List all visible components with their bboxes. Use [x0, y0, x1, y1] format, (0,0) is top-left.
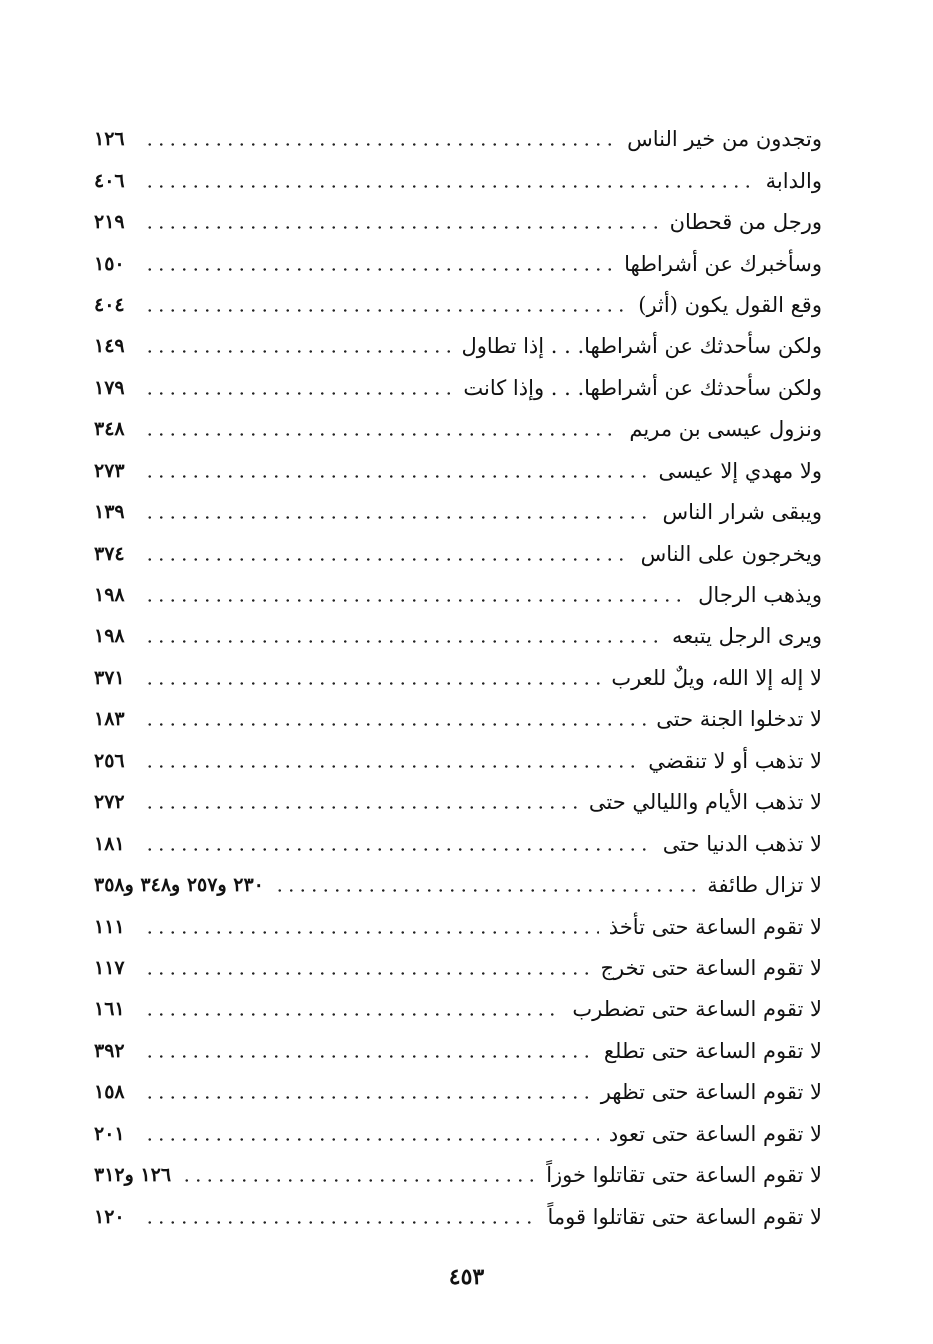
dot-leader [144, 931, 599, 934]
index-entry [94, 533, 822, 574]
dot-leader [144, 1013, 562, 1016]
entry-title: وتجدون من خير الناس [627, 127, 822, 152]
dot-leader [144, 682, 601, 685]
dot-leader [144, 765, 638, 768]
index-entry [94, 1155, 822, 1196]
index-entry [94, 658, 822, 699]
dot-leader [144, 1138, 599, 1141]
entry-pages: ٢٧٢ [94, 791, 125, 814]
entry-title: لا تقوم الساعة حتى تخرج [600, 955, 822, 980]
dot-leader [144, 599, 688, 602]
dot-leader [144, 350, 452, 353]
entry-pages: ١٨١ [94, 832, 125, 855]
entry-pages: ٢٠١ [94, 1122, 125, 1145]
entry-title: لا إله إلا الله، ويلٌ للعرب [611, 665, 822, 690]
entry-title: لا تقوم الساعة حتى تقاتلوا قوماً [547, 1204, 822, 1229]
page-number: ٤٥٣ [448, 1264, 485, 1290]
index-entry [94, 865, 822, 906]
index-entry [94, 202, 822, 243]
dot-leader [144, 558, 631, 561]
index-entry [94, 160, 822, 201]
index-entry [94, 492, 822, 533]
index-entry [94, 948, 822, 989]
dot-leader [144, 640, 662, 643]
entry-pages: ١٢٦ و٣١٢ [94, 1164, 172, 1187]
dot-leader [144, 392, 453, 395]
entry-title: لا تقوم الساعة حتى تضطرب [572, 997, 822, 1022]
entry-pages: ١١١ [94, 915, 125, 938]
index-entry [94, 243, 822, 284]
index-entry [94, 409, 822, 450]
entry-pages: ١٤٩ [94, 335, 125, 358]
dot-leader [144, 185, 756, 188]
dot-leader [144, 268, 614, 271]
entry-pages: ١٧٩ [94, 376, 125, 399]
entry-pages: ١٥٨ [94, 1081, 125, 1104]
entry-pages: ٢١٩ [94, 211, 125, 234]
entry-pages: ١١٧ [94, 956, 125, 979]
dot-leader [144, 1096, 591, 1099]
index-entry [94, 1114, 822, 1155]
entry-pages: ١٣٩ [94, 501, 125, 524]
dot-leader [144, 433, 619, 436]
index-list [94, 119, 822, 1238]
entry-title: وسأخبرك عن أشراطها [624, 251, 822, 276]
dot-leader [144, 848, 653, 851]
index-entry [94, 906, 822, 947]
index-entry [94, 1072, 822, 1113]
entry-pages: ٢٥٦ [94, 749, 125, 772]
entry-title: ورجل من قحطان [669, 210, 822, 235]
entry-title: لا تذهب الأيام والليالي حتى [588, 790, 822, 815]
dot-leader [181, 1179, 536, 1182]
entry-title: ولكن سأحدثك عن أشراطها. . . وإذا كانت [463, 375, 822, 400]
dot-leader [144, 143, 617, 146]
index-entry [94, 989, 822, 1030]
dot-leader [144, 475, 649, 478]
entry-pages: ١٢٠ [94, 1205, 125, 1228]
entry-title: لا تذهب أو لا تنقضي [648, 748, 822, 773]
entry-pages: ١٥٠ [94, 252, 125, 275]
index-entry [94, 119, 822, 160]
dot-leader [144, 226, 660, 229]
entry-pages: ٤٠٦ [94, 169, 125, 192]
entry-title: ويخرجون على الناس [640, 541, 822, 566]
index-entry [94, 285, 822, 326]
index-entry [94, 699, 822, 740]
entry-title: ولا مهدي إلا عيسى [658, 458, 822, 483]
entry-title: لا تزال طائفة [707, 873, 822, 898]
entry-title: لا تقوم الساعة حتى تطلع [603, 1038, 822, 1063]
entry-title: والدابة [765, 168, 822, 193]
index-entry [94, 575, 822, 616]
entry-title: لا تقوم الساعة حتى تظهر [600, 1080, 822, 1105]
dot-leader [144, 806, 579, 809]
entry-pages: ١٨٣ [94, 708, 125, 731]
entry-title: لا تقوم الساعة حتى تأخذ [608, 914, 822, 939]
dot-leader [144, 723, 646, 726]
dot-leader [144, 1221, 537, 1224]
index-entry [94, 782, 822, 823]
entry-title: لا تقوم الساعة حتى تعود [608, 1121, 822, 1146]
entry-pages: ٢٧٣ [94, 459, 125, 482]
index-entry [94, 823, 822, 864]
entry-title: ويذهب الرجال [698, 583, 822, 608]
entry-title: لا تذهب الدنيا حتى [662, 831, 822, 856]
index-entry [94, 741, 822, 782]
entry-pages: ٣٤٨ [94, 418, 125, 441]
dot-leader [144, 516, 652, 519]
entry-pages: ٤٠٤ [94, 293, 125, 316]
dot-leader [274, 889, 697, 892]
entry-title: ويبقى شرار الناس [662, 500, 822, 525]
entry-pages: ١٩٨ [94, 625, 125, 648]
entry-title: ويرى الرجل يتبعه [672, 624, 822, 649]
index-entry [94, 451, 822, 492]
entry-pages: ٣٩٢ [94, 1039, 125, 1062]
dot-leader [144, 1055, 594, 1058]
index-entry [94, 616, 822, 657]
entry-pages: ٣٧١ [94, 666, 125, 689]
index-entry [94, 1196, 822, 1237]
entry-pages: ١٢٦ [94, 128, 125, 151]
dot-leader [144, 309, 628, 312]
index-entry [94, 368, 822, 409]
entry-pages: ١٦١ [94, 998, 125, 1021]
index-entry [94, 1031, 822, 1072]
entry-pages: ٢٣٠ و٢٥٧ و٣٤٨ و٣٥٨ [94, 874, 264, 897]
entry-title: لا تقوم الساعة حتى تقاتلوا خوزاً [546, 1163, 822, 1188]
entry-title: ولكن سأحدثك عن أشراطها. . . إذا تطاول [461, 334, 822, 359]
entry-title: ونزول عيسى بن مريم [629, 417, 822, 442]
entry-title: وقع القول يكون (أثر) [638, 292, 822, 317]
dot-leader [144, 972, 590, 975]
entry-title: لا تدخلوا الجنة حتى [656, 707, 822, 732]
index-entry [94, 326, 822, 367]
entry-pages: ١٩٨ [94, 584, 125, 607]
entry-pages: ٣٧٤ [94, 542, 125, 565]
